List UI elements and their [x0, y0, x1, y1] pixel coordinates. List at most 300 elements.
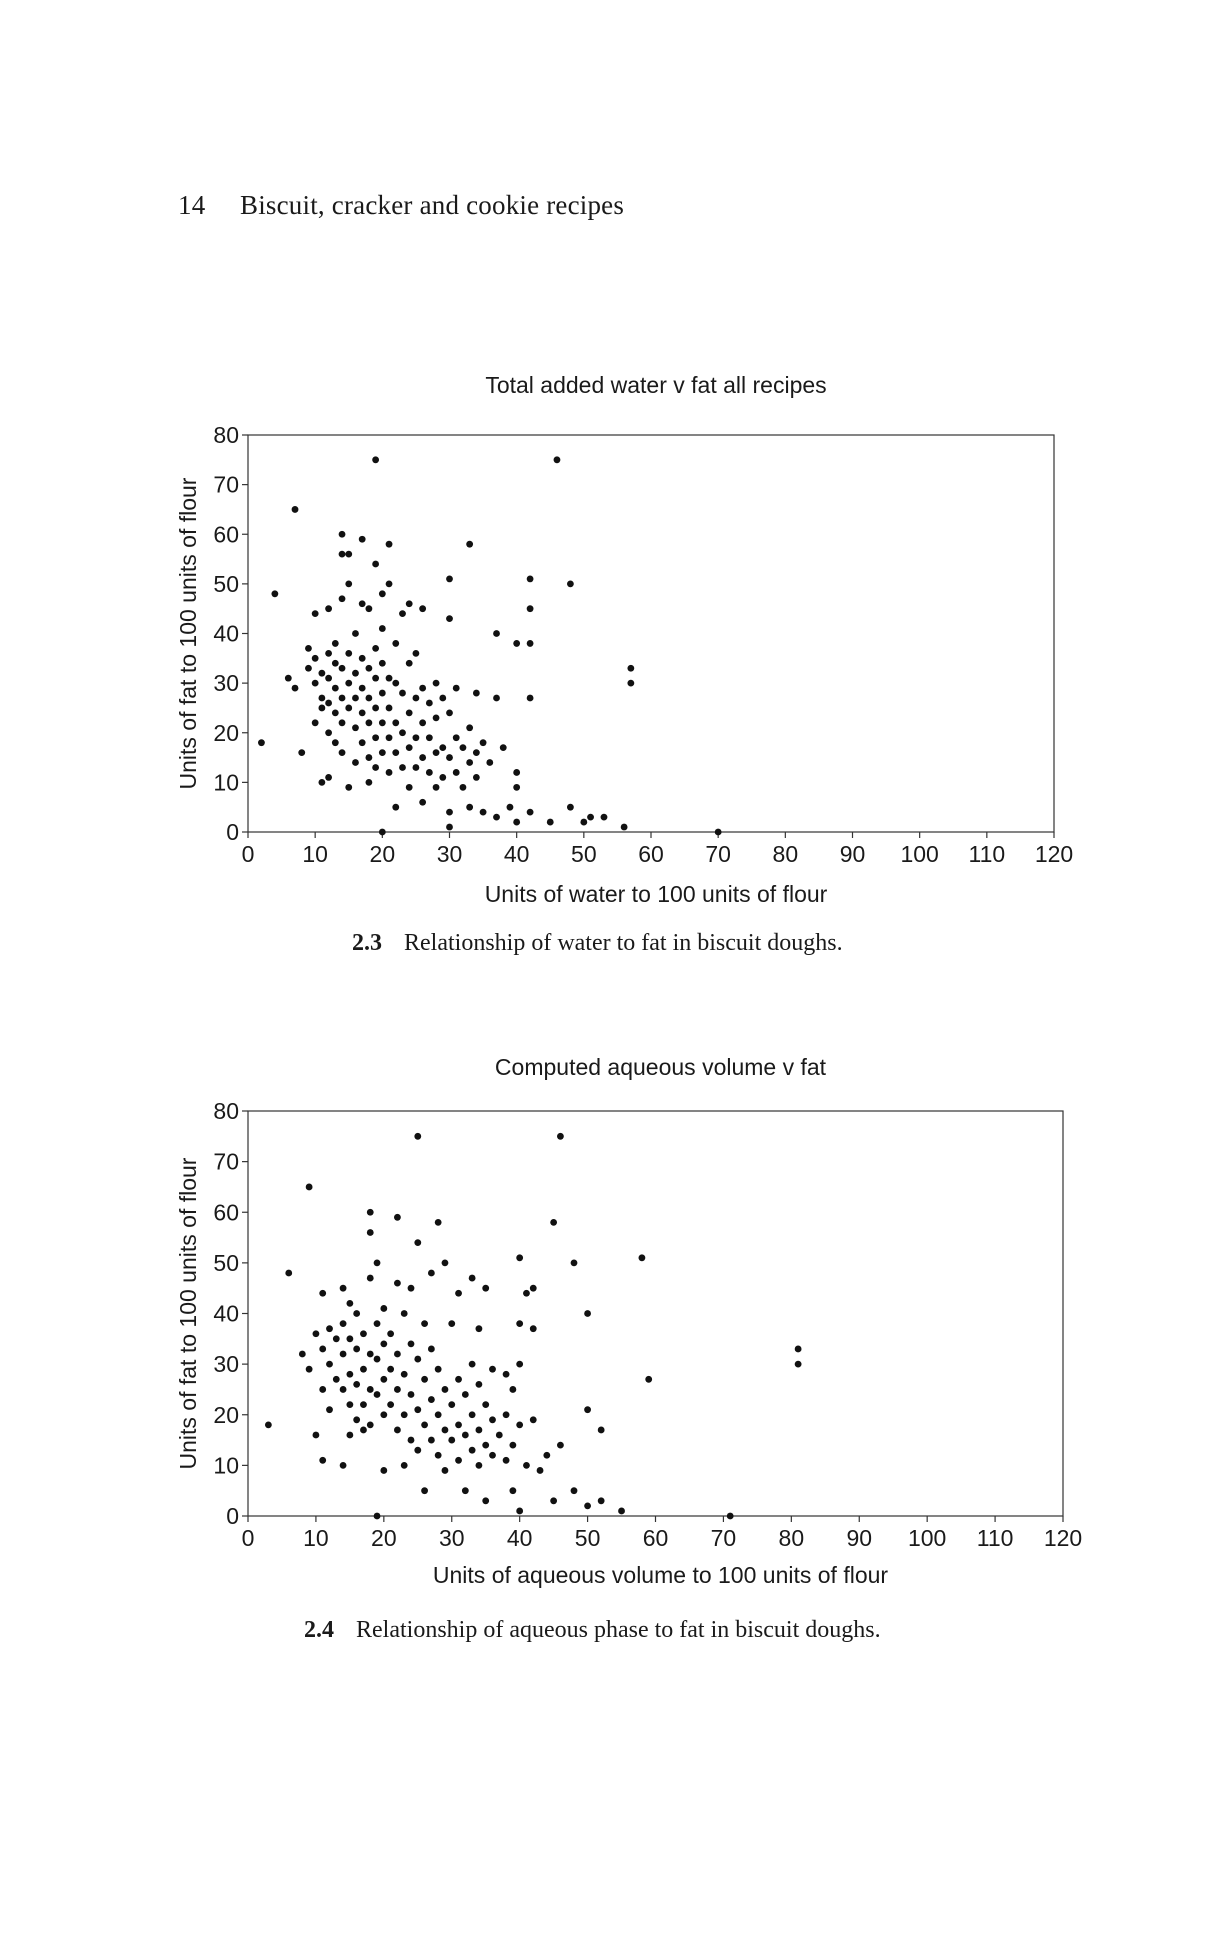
data-point: [645, 1376, 652, 1383]
data-point: [374, 1259, 381, 1266]
y-tick-label: 10: [213, 1452, 239, 1479]
data-point: [386, 734, 393, 741]
data-point: [353, 1381, 360, 1388]
y-tick-label: 20: [213, 1401, 239, 1428]
data-point: [627, 665, 634, 672]
data-point: [360, 1330, 367, 1337]
data-point: [513, 784, 520, 791]
data-point: [413, 695, 420, 702]
x-tick-label: 30: [436, 841, 463, 867]
data-point: [380, 1411, 387, 1418]
data-point: [482, 1497, 489, 1504]
data-point: [428, 1396, 435, 1403]
data-point: [419, 605, 426, 612]
data-point: [360, 1427, 367, 1434]
y-tick-label: 50: [213, 570, 239, 597]
data-point: [379, 690, 386, 697]
y-tick-label: 30: [213, 670, 239, 697]
data-point: [359, 739, 366, 746]
data-point: [455, 1421, 462, 1428]
data-point: [571, 1487, 578, 1494]
running-title: Biscuit, cracker and cookie recipes: [240, 190, 625, 220]
data-point: [340, 1320, 347, 1327]
data-point: [360, 1366, 367, 1373]
data-point: [442, 1467, 449, 1474]
data-point: [346, 1371, 353, 1378]
y-tick-label: 70: [213, 471, 239, 498]
data-point: [466, 759, 473, 766]
y-axis-label: Units of fat to 100 units of flour: [175, 1157, 201, 1470]
data-point: [379, 829, 386, 836]
data-point: [340, 1285, 347, 1292]
data-point: [795, 1361, 802, 1368]
data-point: [325, 605, 332, 612]
x-tick-label: 70: [710, 1525, 737, 1551]
data-point: [367, 1351, 374, 1358]
data-point: [580, 819, 587, 826]
data-point: [360, 1401, 367, 1408]
figure-number: 2.4: [304, 1617, 334, 1643]
data-point: [372, 675, 379, 682]
data-point: [319, 1386, 326, 1393]
y-tick-label: 40: [213, 1300, 239, 1327]
y-tick-label: 10: [213, 769, 239, 796]
data-point: [455, 1376, 462, 1383]
data-point: [421, 1487, 428, 1494]
y-tick-label: 50: [213, 1249, 239, 1276]
data-point: [433, 714, 440, 721]
chart-title: Computed aqueous volume v fat: [494, 1054, 827, 1080]
data-point: [621, 824, 628, 831]
data-point: [325, 729, 332, 736]
data-point: [359, 685, 366, 692]
data-point: [372, 734, 379, 741]
data-point: [500, 744, 507, 751]
data-point: [453, 734, 460, 741]
x-tick-label: 110: [968, 841, 1006, 867]
data-point: [359, 536, 366, 543]
x-tick-label: 60: [642, 1525, 669, 1551]
running-head: [178, 190, 624, 221]
data-point: [627, 680, 634, 687]
chart-aqueous-vs-fat: [0, 1035, 1228, 1600]
data-point: [550, 1219, 557, 1226]
data-point: [448, 1320, 455, 1327]
data-point: [428, 1346, 435, 1353]
data-point: [386, 541, 393, 548]
data-point: [442, 1386, 449, 1393]
data-point: [428, 1270, 435, 1277]
data-point: [473, 749, 480, 756]
data-point: [305, 645, 312, 652]
data-point: [352, 759, 359, 766]
data-point: [394, 1214, 401, 1221]
data-point: [476, 1381, 483, 1388]
data-point: [433, 680, 440, 687]
data-point: [325, 675, 332, 682]
data-point: [435, 1366, 442, 1373]
data-point: [567, 580, 574, 587]
data-point: [401, 1462, 408, 1469]
data-point: [466, 724, 473, 731]
data-point: [326, 1361, 333, 1368]
data-point: [326, 1325, 333, 1332]
data-point: [380, 1467, 387, 1474]
x-tick-label: 80: [772, 841, 799, 867]
data-point: [299, 1351, 306, 1358]
data-point: [414, 1133, 421, 1140]
data-point: [469, 1411, 476, 1418]
data-point: [473, 774, 480, 781]
data-point: [318, 779, 325, 786]
data-point: [372, 764, 379, 771]
y-tick-label: 0: [226, 1503, 239, 1529]
data-point: [353, 1310, 360, 1317]
x-tick-label: 120: [1034, 841, 1074, 867]
data-point: [380, 1376, 387, 1383]
y-tick-label: 60: [213, 521, 239, 548]
data-point: [414, 1239, 421, 1246]
data-point: [386, 769, 393, 776]
data-point: [298, 749, 305, 756]
data-point: [345, 680, 352, 687]
data-point: [392, 719, 399, 726]
data-point: [523, 1462, 530, 1469]
x-axis-label: Units of aqueous volume to 100 units of flour: [432, 1562, 889, 1588]
data-point: [387, 1330, 394, 1337]
data-point: [408, 1437, 415, 1444]
data-point: [319, 1290, 326, 1297]
data-point: [346, 1432, 353, 1439]
data-point: [446, 824, 453, 831]
data-point: [408, 1391, 415, 1398]
data-point: [421, 1421, 428, 1428]
data-point: [353, 1416, 360, 1423]
data-point: [258, 739, 265, 746]
data-point: [462, 1391, 469, 1398]
data-point: [366, 779, 373, 786]
data-point: [428, 1437, 435, 1444]
data-point: [285, 1270, 292, 1277]
data-point: [550, 1497, 557, 1504]
x-tick-label: 20: [369, 841, 396, 867]
data-point: [473, 690, 480, 697]
data-point: [366, 665, 373, 672]
data-point: [598, 1427, 605, 1434]
chart-title: Total added water v fat all recipes: [485, 372, 827, 398]
data-point: [482, 1401, 489, 1408]
y-axis-label: Units of fat to 100 units of flour: [175, 477, 201, 790]
plot-frame: [248, 1111, 1063, 1516]
data-point: [305, 665, 312, 672]
data-point: [312, 655, 319, 662]
x-tick-label: 0: [241, 841, 255, 867]
data-point: [476, 1325, 483, 1332]
data-point: [419, 754, 426, 761]
data-point: [292, 506, 299, 513]
data-point: [489, 1452, 496, 1459]
data-point: [414, 1447, 421, 1454]
data-point: [319, 1346, 326, 1353]
data-point: [795, 1346, 802, 1353]
chart-water-vs-fat: [0, 350, 1228, 910]
data-point: [446, 615, 453, 622]
data-point: [359, 710, 366, 717]
data-point: [339, 595, 346, 602]
data-point: [372, 456, 379, 463]
data-point: [476, 1427, 483, 1434]
data-point: [352, 724, 359, 731]
data-point: [367, 1229, 374, 1236]
data-point: [509, 1442, 516, 1449]
x-tick-label: 40: [503, 841, 530, 867]
data-point: [584, 1310, 591, 1317]
data-point: [332, 660, 339, 667]
data-point: [439, 744, 446, 751]
data-point: [346, 1300, 353, 1307]
data-point: [399, 764, 406, 771]
data-point: [442, 1427, 449, 1434]
data-point: [482, 1442, 489, 1449]
data-point: [462, 1487, 469, 1494]
data-point: [318, 670, 325, 677]
data-point: [442, 1259, 449, 1266]
data-point: [325, 650, 332, 657]
data-point: [379, 625, 386, 632]
x-tick-label: 70: [705, 841, 731, 867]
data-point: [439, 695, 446, 702]
y-tick-label: 0: [226, 819, 239, 845]
data-point: [530, 1416, 537, 1423]
data-point: [469, 1275, 476, 1282]
data-point: [394, 1427, 401, 1434]
x-tick-label: 10: [302, 841, 328, 867]
data-point: [346, 1335, 353, 1342]
figure-caption-2-3: [352, 930, 843, 957]
data-point: [352, 695, 359, 702]
data-point: [339, 749, 346, 756]
data-point: [448, 1401, 455, 1408]
data-point: [292, 685, 299, 692]
data-point: [489, 1366, 496, 1373]
data-point: [503, 1411, 510, 1418]
data-point: [326, 1406, 333, 1413]
data-point: [503, 1371, 510, 1378]
data-point: [339, 551, 346, 558]
data-point: [366, 754, 373, 761]
data-point: [318, 705, 325, 712]
data-point: [516, 1508, 523, 1515]
data-point: [346, 1401, 353, 1408]
data-point: [372, 645, 379, 652]
data-point: [401, 1310, 408, 1317]
data-point: [466, 804, 473, 811]
data-point: [433, 784, 440, 791]
data-point: [503, 1457, 510, 1464]
data-point: [414, 1406, 421, 1413]
data-point: [462, 1432, 469, 1439]
data-point: [466, 541, 473, 548]
data-point: [480, 809, 487, 816]
y-tick-label: 60: [213, 1199, 239, 1226]
data-point: [446, 576, 453, 583]
data-point: [435, 1411, 442, 1418]
data-point: [435, 1219, 442, 1226]
data-point: [367, 1386, 374, 1393]
data-point: [325, 774, 332, 781]
data-point: [339, 719, 346, 726]
data-point: [392, 640, 399, 647]
data-point: [413, 734, 420, 741]
data-point: [421, 1376, 428, 1383]
y-tick-label: 80: [213, 1098, 239, 1124]
x-axis-label: Units of water to 100 units of flour: [484, 881, 828, 907]
data-point: [469, 1361, 476, 1368]
data-point: [345, 551, 352, 558]
data-point: [306, 1184, 313, 1191]
data-point: [399, 610, 406, 617]
data-point: [727, 1513, 734, 1520]
data-point: [387, 1366, 394, 1373]
data-point: [426, 700, 433, 707]
data-point: [372, 705, 379, 712]
data-point: [318, 695, 325, 702]
data-point: [460, 744, 467, 751]
page-number: 14: [178, 190, 206, 220]
data-point: [374, 1356, 381, 1363]
data-point: [306, 1366, 313, 1373]
x-tick-label: 120: [1043, 1525, 1083, 1551]
data-point: [325, 700, 332, 707]
data-point: [469, 1447, 476, 1454]
data-point: [374, 1320, 381, 1327]
data-point: [319, 1457, 326, 1464]
data-point: [394, 1280, 401, 1287]
data-point: [406, 600, 413, 607]
x-tick-label: 110: [976, 1525, 1014, 1551]
x-tick-label: 20: [371, 1525, 397, 1551]
data-point: [386, 580, 393, 587]
data-point: [476, 1462, 483, 1469]
data-point: [367, 1209, 374, 1216]
data-point: [332, 685, 339, 692]
data-point: [527, 576, 534, 583]
data-point: [516, 1421, 523, 1428]
data-point: [715, 829, 722, 836]
data-point: [523, 1290, 530, 1297]
figure-caption-text: Relationship of water to fat in biscuit doughs.: [404, 930, 843, 956]
data-point: [379, 749, 386, 756]
data-point: [493, 695, 500, 702]
data-point: [480, 739, 487, 746]
data-point: [493, 814, 500, 821]
data-point: [406, 784, 413, 791]
data-point: [379, 660, 386, 667]
data-point: [372, 561, 379, 568]
data-point: [537, 1467, 544, 1474]
data-point: [439, 774, 446, 781]
plot-frame: [248, 435, 1054, 832]
data-point: [339, 531, 346, 538]
data-point: [374, 1513, 381, 1520]
data-point: [446, 754, 453, 761]
data-point: [584, 1406, 591, 1413]
data-point: [352, 630, 359, 637]
x-tick-label: 60: [638, 841, 664, 867]
data-point: [554, 456, 561, 463]
data-point: [265, 1421, 272, 1428]
data-point: [367, 1421, 374, 1428]
data-point: [547, 819, 554, 826]
data-point: [527, 605, 534, 612]
data-point: [557, 1442, 564, 1449]
data-point: [513, 819, 520, 826]
data-point: [313, 1330, 320, 1337]
data-point: [313, 1432, 320, 1439]
data-point: [509, 1386, 516, 1393]
data-point: [387, 1401, 394, 1408]
data-point: [271, 590, 278, 597]
data-point: [527, 640, 534, 647]
figure-number: 2.3: [352, 930, 382, 956]
data-point: [446, 809, 453, 816]
data-point: [332, 739, 339, 746]
data-point: [598, 1497, 605, 1504]
data-point: [367, 1275, 374, 1282]
data-point: [345, 784, 352, 791]
data-point: [455, 1457, 462, 1464]
x-tick-label: 10: [303, 1525, 329, 1551]
data-point: [339, 695, 346, 702]
data-point: [333, 1376, 340, 1383]
data-point: [285, 675, 292, 682]
data-point: [455, 1290, 462, 1297]
data-point: [426, 769, 433, 776]
data-point: [345, 580, 352, 587]
data-point: [332, 640, 339, 647]
data-point: [618, 1508, 625, 1515]
data-point: [513, 640, 520, 647]
data-point: [408, 1340, 415, 1347]
data-point: [557, 1133, 564, 1140]
data-point: [433, 749, 440, 756]
x-tick-label: 90: [846, 1525, 873, 1551]
data-point: [419, 685, 426, 692]
x-tick-label: 30: [438, 1525, 465, 1551]
data-point: [399, 690, 406, 697]
data-point: [413, 650, 420, 657]
data-point: [386, 675, 393, 682]
data-point: [571, 1259, 578, 1266]
data-point: [486, 759, 493, 766]
data-point: [401, 1371, 408, 1378]
data-point: [359, 655, 366, 662]
data-point: [380, 1340, 387, 1347]
figure-caption-2-4: [304, 1617, 881, 1644]
data-point: [482, 1285, 489, 1292]
data-point: [414, 1356, 421, 1363]
data-point: [399, 729, 406, 736]
data-point: [379, 590, 386, 597]
data-point: [446, 710, 453, 717]
figure-caption-text: Relationship of aqueous phase to fat in biscuit doughs.: [356, 1617, 881, 1643]
data-point: [406, 710, 413, 717]
data-point: [339, 665, 346, 672]
data-point: [516, 1254, 523, 1261]
data-point: [379, 719, 386, 726]
data-point: [639, 1254, 646, 1261]
y-tick-label: 70: [213, 1148, 239, 1175]
